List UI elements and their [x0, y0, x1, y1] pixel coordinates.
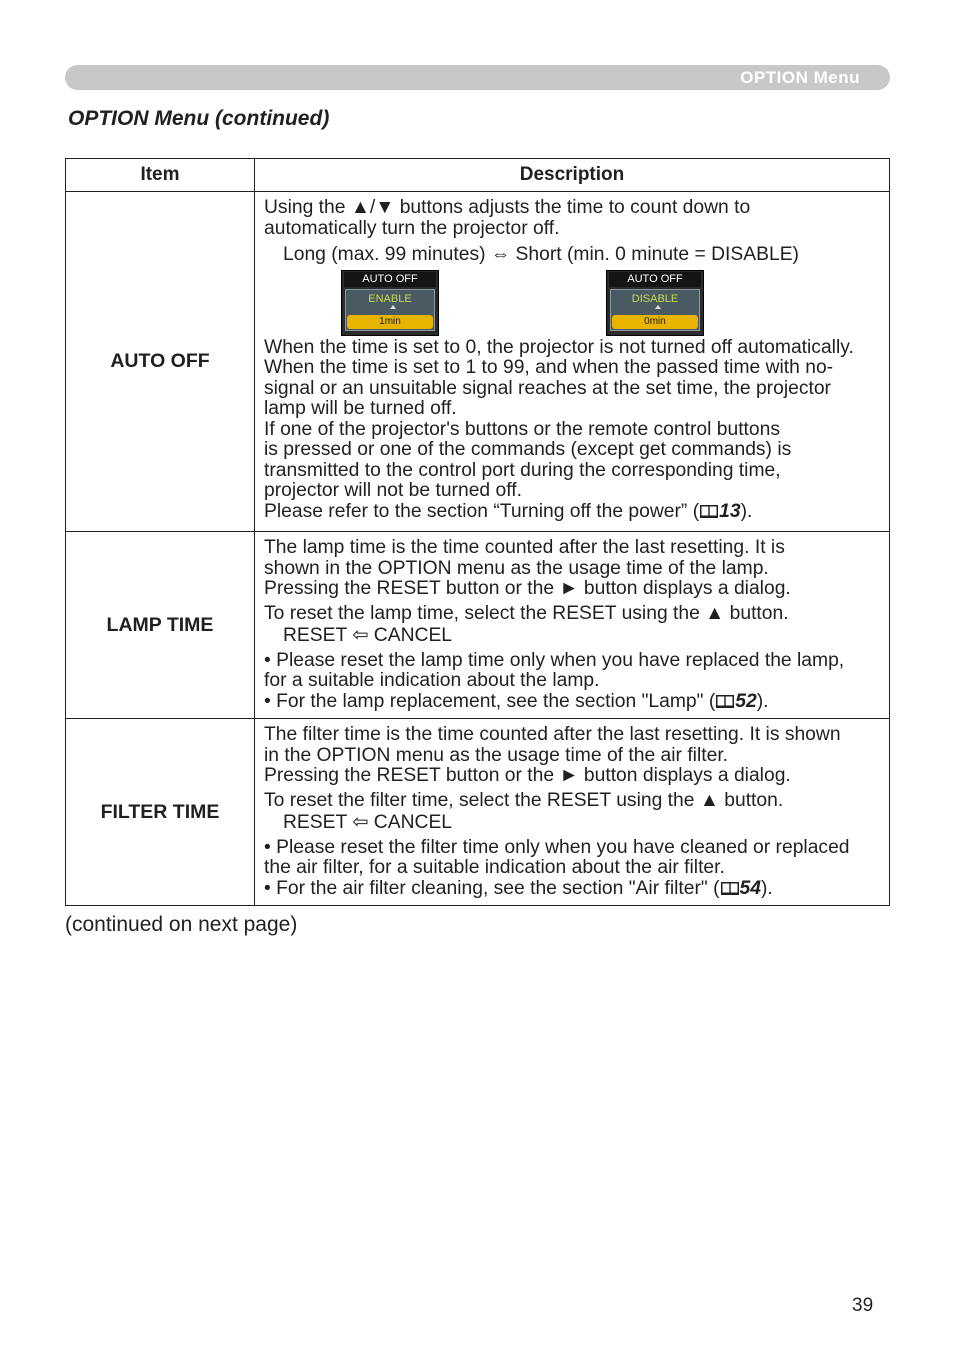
text-line: • Please reset the lamp time only when you have replaced the lamp, — [264, 649, 845, 671]
reset-option: RESET ⇦ CANCEL — [283, 625, 453, 646]
reset-instruction: To reset the lamp time, select the RESET using the ▲ button. — [264, 602, 789, 624]
text-line: When the time is set to 0, the projector is not turned off automatically. — [264, 336, 854, 358]
text-line: The lamp time is the time counted after the last resetting. It is — [264, 537, 785, 558]
text-line: Pressing the RESET button or the ► button displays a dialog. — [264, 765, 791, 786]
text-line: for a suitable indication about the lamp. — [264, 670, 600, 691]
osd-title: AUTO OFF — [344, 272, 436, 287]
column-header-description: Description — [255, 159, 890, 192]
text-line: The filter time is the time counted after the last resetting. It is shown — [264, 724, 841, 745]
column-header-item: Item — [66, 159, 255, 192]
text-line: When the time is set to 1 to 99, and when the passed time with no- — [264, 357, 834, 378]
osd-setting: 1min — [347, 315, 433, 329]
text-line: is pressed or one of the commands (except get commands) is — [264, 439, 792, 460]
item-description — [255, 719, 890, 906]
item-name: LAMP TIME — [66, 532, 255, 719]
section-label: OPTION Menu — [740, 68, 860, 87]
continued-note: (continued on next page) — [65, 913, 298, 936]
range-line: Long (max. 99 minutes) ⇔ Short (min. 0 minute = DISABLE) — [283, 244, 799, 265]
text-line: shown in the OPTION menu as the usage time of the lamp. — [264, 557, 769, 579]
page-reference: • For the lamp replacement, see the section "Lamp" ( 52). — [264, 690, 769, 712]
section-header-bar — [65, 65, 890, 90]
osd-value: ENABLE — [368, 292, 412, 305]
option-table — [65, 158, 890, 906]
page-reference: • For the air filter cleaning, see the section "Air filter" ( 54). — [264, 877, 773, 899]
text-line: the air filter, for a suitable indication about the air filter. — [264, 857, 725, 878]
book-icon — [699, 504, 719, 519]
page-reference: Please refer to the section “Turning off the power” ( 13). — [264, 500, 753, 522]
text-line: If one of the projector's buttons or the remote control buttons — [264, 418, 780, 440]
reset-instruction: To reset the filter time, select the RESET using the ▲ button. — [264, 789, 784, 811]
table-row-auto-off — [66, 192, 890, 532]
osd-setting: 0min — [612, 315, 698, 329]
page-number: 39 — [852, 1295, 874, 1316]
text-line: Using the ▲/▼ buttons adjusts the time to count down to — [264, 197, 751, 218]
item-description — [255, 532, 890, 719]
text-line: transmitted to the control port during the corresponding time, — [264, 459, 781, 481]
text-line: automatically turn the projector off. — [264, 217, 560, 239]
table-row-lamp-time — [66, 532, 890, 719]
text-line: lamp will be turned off. — [264, 398, 457, 419]
item-name: FILTER TIME — [66, 719, 255, 906]
text-line: in the OPTION menu as the usage time of the air filter. — [264, 744, 729, 766]
page-title: OPTION Menu (continued) — [68, 107, 330, 130]
osd-title: AUTO OFF — [609, 272, 701, 287]
up-arrow-icon — [655, 305, 661, 309]
item-description — [255, 192, 890, 532]
table-row-filter-time — [66, 719, 890, 906]
osd-value: DISABLE — [631, 292, 679, 305]
table-header-row — [66, 159, 890, 192]
reference-page: 52 — [735, 690, 757, 712]
text-line: projector will not be turned off. — [264, 480, 522, 501]
book-icon — [720, 881, 740, 896]
book-icon — [715, 694, 735, 709]
up-arrow-icon — [390, 305, 396, 309]
reset-option: RESET ⇦ CANCEL — [283, 812, 453, 833]
reference-page: 13 — [719, 500, 741, 522]
osd-auto-off-enable — [341, 270, 439, 336]
item-name: AUTO OFF — [66, 192, 255, 532]
osd-examples — [264, 270, 883, 338]
text-line: • Please reset the filter time only when you have cleaned or replaced — [264, 836, 850, 858]
text-line: Pressing the RESET button or the ► button displays a dialog. — [264, 578, 791, 599]
text-line: signal or an unsuitable signal reaches at the set time, the projector — [264, 377, 831, 399]
reference-page: 54 — [739, 877, 761, 899]
osd-auto-off-disable — [606, 270, 704, 336]
